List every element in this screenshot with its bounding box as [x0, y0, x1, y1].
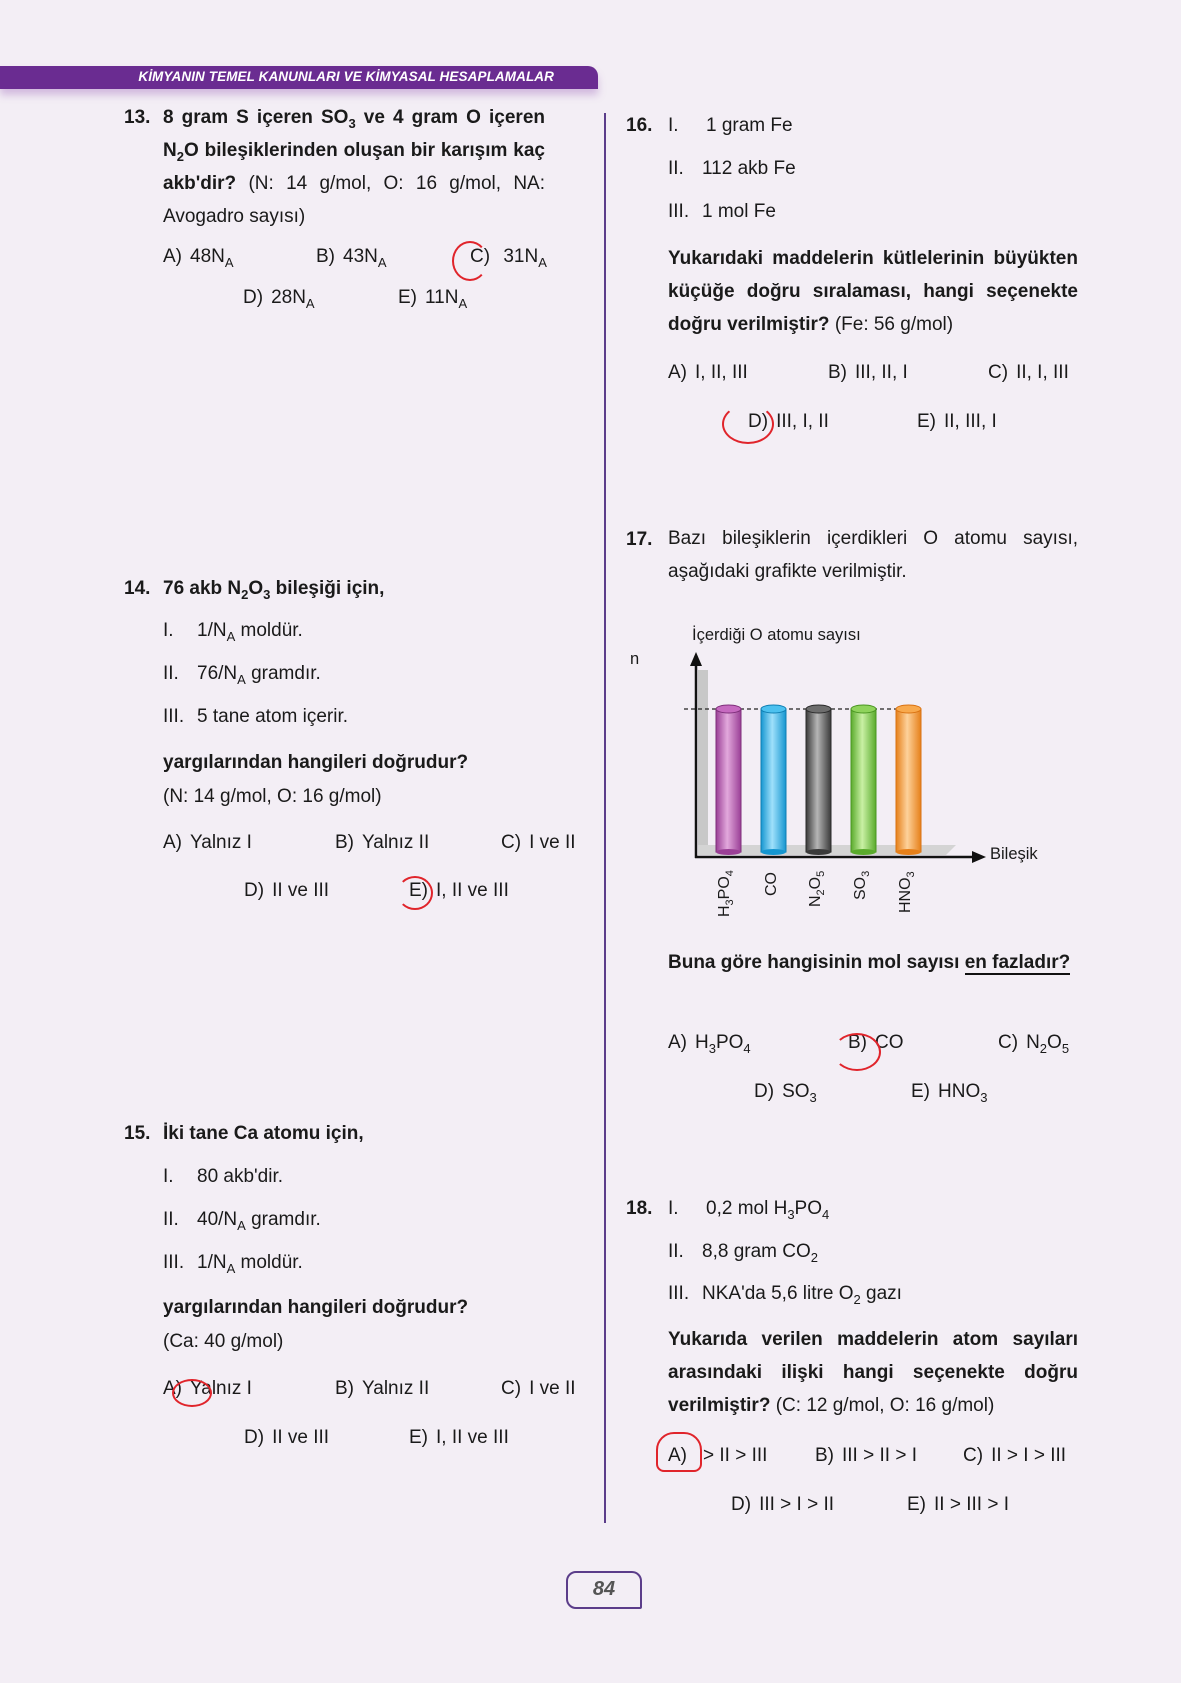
option-a[interactable]: A) Yalnız I	[163, 1378, 252, 1399]
statement-iii: III. 1 mol Fe	[668, 201, 776, 222]
column-divider	[604, 113, 606, 1523]
statement-ii: II. $40/N_A$ gramdır.	[163, 1209, 321, 1233]
question-note: (N: 14 g/mol, O: 16 g/mol)	[163, 786, 382, 807]
option-a[interactable]: A) > II > III	[668, 1445, 768, 1466]
chapter-title: KİMYANIN TEMEL KANUNLARI VE KİMYASAL HESAPLAMALAR	[138, 69, 554, 84]
option-c[interactable]: C) $N_2O_5$	[998, 1032, 1070, 1056]
x-label-hno3: $HNO_3$	[897, 871, 917, 913]
chart-back-wall	[698, 670, 708, 855]
statement-i: I. 80 akb'dir.	[163, 1166, 284, 1187]
question-number: 14.	[124, 578, 151, 599]
statement-ii: II. $76/N_A$ gramdır.	[163, 663, 321, 687]
x-label-so3: $SO_3$	[852, 870, 872, 900]
chapter-header-bar	[0, 66, 598, 89]
question-stem: 76 akb $N_2O_3$ bileşiği için,	[163, 578, 385, 602]
option-e[interactable]: E) II > III > I	[907, 1494, 1009, 1515]
option-c[interactable]: C) I ve II	[501, 1378, 576, 1399]
x-label-h3po4: $H_3PO_4$	[716, 870, 736, 917]
statement-ii: II. 112 akb Fe	[668, 158, 796, 179]
bar-h3po4	[716, 705, 741, 855]
option-c[interactable]: C) II, I, III	[988, 362, 1069, 383]
page-number: 84	[566, 1571, 642, 1609]
bar-co	[761, 705, 786, 855]
y-tick-n: n	[630, 650, 640, 668]
statement-iii: III. $1/N_A$ moldür.	[163, 1252, 303, 1276]
option-d[interactable]: D) III > I > II	[731, 1494, 835, 1515]
option-d[interactable]: D) III, I, II	[748, 411, 829, 432]
y-axis-title: İçerdiği O atomu sayısı	[692, 626, 861, 644]
bar-hno3	[896, 705, 921, 855]
option-e[interactable]: E) I, II ve III	[409, 880, 509, 901]
option-b[interactable]: B) Yalnız II	[335, 1378, 430, 1399]
y-axis-arrow-icon	[690, 652, 702, 666]
question-stem: İki tane Ca atomu için,	[163, 1123, 364, 1144]
question-prompt: Buna göre hangisinin mol sayısı en fazladır?	[668, 952, 1071, 973]
question-note: (Ca: 40 g/mol)	[163, 1331, 284, 1352]
statement-iii: III. 5 tane atom içerir.	[163, 706, 349, 727]
question-number: 17.	[626, 529, 653, 550]
option-d[interactable]: D) $SO_3$	[754, 1081, 817, 1105]
option-d[interactable]: D) II ve III	[244, 880, 330, 901]
option-d[interactable]: D) II ve III	[244, 1427, 330, 1448]
x-axis-title: Bileşik	[990, 845, 1038, 863]
statement-ii: II. 8,8 gram $CO_2$	[668, 1241, 818, 1265]
option-b[interactable]: B) III > II > I	[815, 1445, 917, 1466]
statement-iii: III. NKA'da 5,6 litre $O_2$ gazı	[668, 1283, 902, 1307]
option-c[interactable]: C) I ve II	[501, 832, 576, 853]
option-a[interactable]: A) $H_3PO_4$	[668, 1032, 751, 1056]
option-c[interactable]: C) $31N_A$	[470, 246, 547, 270]
option-e[interactable]: E) $11N_A$	[398, 287, 468, 311]
question-number: 18.	[626, 1198, 653, 1219]
option-b[interactable]: B) $43N_A$	[316, 246, 387, 270]
question-stem: 8 gram S içeren $SO_3$ ve 4 gram O içeren $N_2O$ bileşiklerinden oluşan bir karışım kaç akb'dir? (N: 14 g/mol, O: 16 g/mol, NA: Avogadro sayısı)	[163, 107, 545, 227]
question-number: 15.	[124, 1123, 151, 1144]
question-stem: Bazı bileşiklerin içerdikleri O atomu sayısı, aşağıdaki grafikte verilmiştir.	[668, 528, 1078, 582]
option-b[interactable]: B) CO	[848, 1032, 904, 1053]
option-b[interactable]: B) Yalnız II	[335, 832, 430, 853]
option-a[interactable]: A) Yalnız I	[163, 832, 252, 853]
question-prompt: yargılarından hangileri doğrudur?	[163, 1297, 469, 1318]
x-axis-arrow-icon	[972, 851, 986, 863]
question-prompt: yargılarından hangileri doğrudur?	[163, 752, 469, 773]
emphasis-underlined: en fazladır?	[964, 952, 1071, 973]
option-a[interactable]: A) $48N_A$	[163, 246, 234, 270]
bar-so3	[851, 705, 876, 855]
option-e[interactable]: E) II, III, I	[917, 411, 997, 432]
x-label-n2o5: $N_2O_5$	[807, 870, 827, 907]
option-c[interactable]: C) II > I > III	[963, 1445, 1067, 1466]
statement-i: I. 1 gram Fe	[668, 115, 793, 136]
bar-chart	[630, 620, 1080, 920]
option-a[interactable]: A) I, II, III	[668, 362, 748, 383]
option-d[interactable]: D) $28N_A$	[243, 287, 315, 311]
question-prompt: Yukarıdaki maddelerin kütlelerinin büyükten küçüğe doğru sıralaması, hangi seçenekte doğru verilmiştir? (Fe: 56 g/mol)	[668, 248, 1078, 335]
statement-i: I. 0,2 mol $H_3PO_4$	[668, 1198, 830, 1222]
question-prompt: Yukarıda verilen maddelerin atom sayıları arasındaki ilişki hangi seçenekte doğru verilmiştir? (C: 12 g/mol, O: 16 g/mol)	[668, 1329, 1078, 1416]
option-e[interactable]: E) I, II ve III	[409, 1427, 509, 1448]
question-number: 16.	[626, 115, 653, 136]
option-b[interactable]: B) III, II, I	[828, 362, 908, 383]
x-label-co: CO	[763, 872, 780, 896]
bar-n2o5	[806, 705, 831, 855]
option-e[interactable]: E) $HNO_3$	[911, 1081, 988, 1105]
question-note: (N: 14 g/mol, O: 16 g/mol, NA: Avogadro sayısı)	[163, 173, 545, 227]
question-number: 13.	[124, 107, 151, 128]
statement-i: I. $1/N_A$ moldür.	[163, 620, 303, 644]
